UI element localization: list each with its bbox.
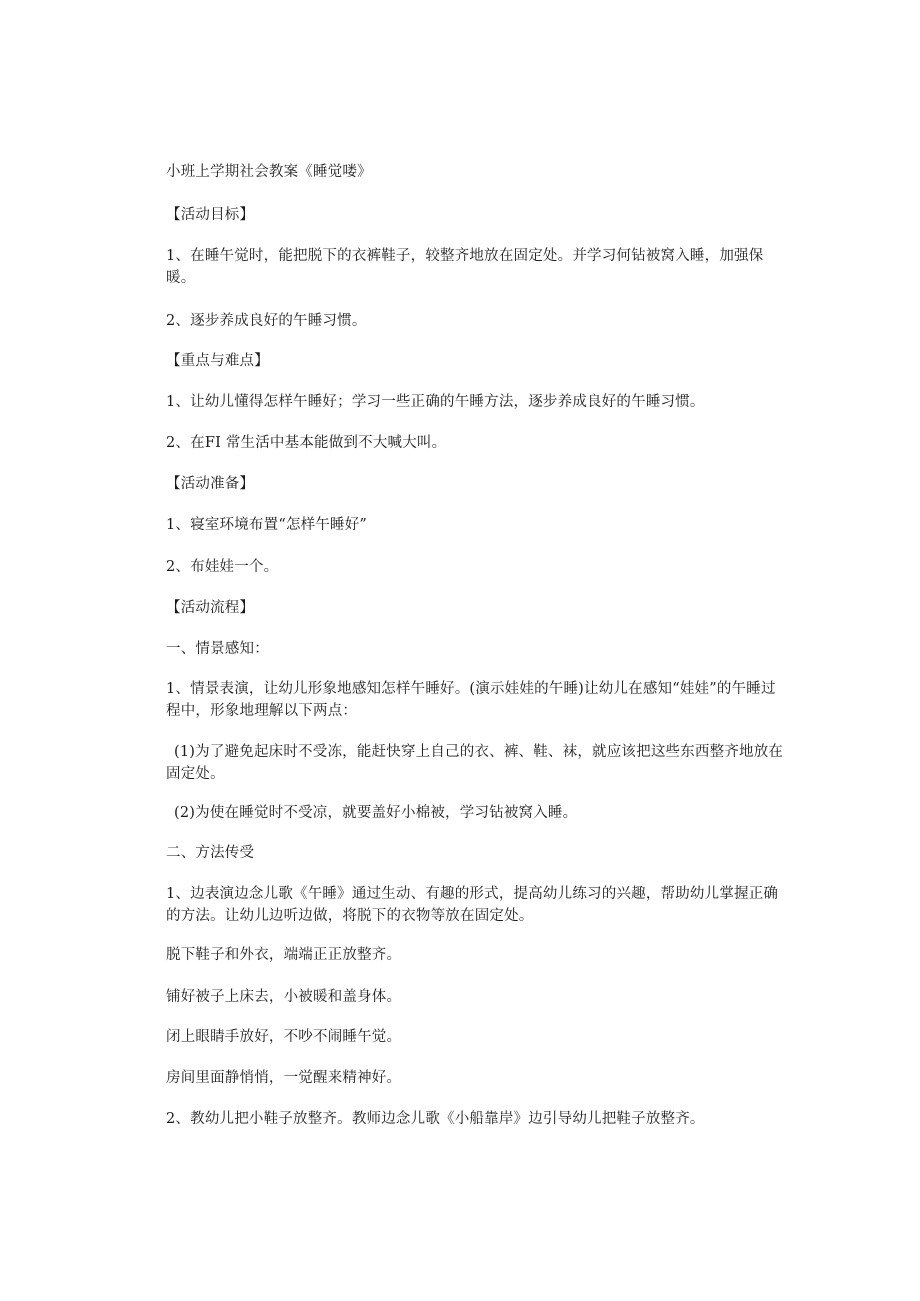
flow-part2-item-2: 2、教幼儿把小鞋子放整齐。教师边念儿歌《小船靠岸》边引导幼儿把鞋子放整齐。 (166, 1111, 705, 1127)
key-heading: 【重点与难点】 (166, 353, 269, 369)
goal-item-2: 2、逐步养成良好的午睡习惯。 (166, 313, 367, 329)
key-item-1: 1、让幼儿懂得怎样午睡好；学习一些正确的午睡方法，逐步养成良好的午睡习惯。 (166, 394, 705, 410)
poem-line-3: 闭上眼睛手放好，不吵不闹睡午觉。 (166, 1029, 402, 1045)
flow-part2-heading: 二、方法传受 (166, 845, 255, 861)
prep-item-1: 1、寝室环境布置“怎样午睡好” (166, 517, 368, 533)
document-title: 小班上学期社会教案《睡觉喽》 (166, 164, 372, 180)
flow-heading: 【活动流程】 (166, 600, 255, 616)
flow-part1-item-2: (1)为了避免起床时不受冻，能赶快穿上自己的衣、裤、鞋、袜，就应该把这些东西整齐地放在固定处。 (166, 744, 784, 782)
flow-part1-item-3: (2)为使在睡觉时不受凉，就要盖好小棉被，学习钻被窝入睡。 (174, 805, 578, 821)
poem-line-1: 脱下鞋子和外衣，端端正正放整齐。 (166, 947, 402, 963)
flow-part1-item-1: 1、情景表演，让幼儿形象地感知怎样午睡好。(演示娃娃的午睡)让幼儿在感知“娃娃”的午睡过程中，形象地理解以下两点： (166, 681, 776, 719)
poem-line-4: 房间里面静悄悄，一觉醒来精神好。 (166, 1070, 402, 1086)
goal-item-1: 1、在睡午觉时，能把脱下的衣裤鞋子，较整齐地放在固定处。并学习何钻被窝入睡，加强保暖。 (166, 248, 764, 286)
prep-heading: 【活动准备】 (166, 476, 255, 492)
goals-heading: 【活动目标】 (166, 207, 255, 223)
key-item-2: 2、在FI 常生活中基本能做到不大喊大叫。 (166, 435, 447, 451)
prep-item-2: 2、布娃娃一个。 (166, 559, 279, 575)
poem-line-2: 铺好被子上床去，小被暖和盖身体。 (166, 989, 402, 1005)
flow-part2-item-1: 1、边表演边念儿歌《午睡》通过生动、有趣的形式，提高幼儿练习的兴趣，帮助幼儿掌握正确的方法。让幼儿边听边做，将脱下的衣物等放在固定处。 (166, 886, 779, 924)
flow-part1-heading: 一、情景感知： (166, 641, 269, 657)
